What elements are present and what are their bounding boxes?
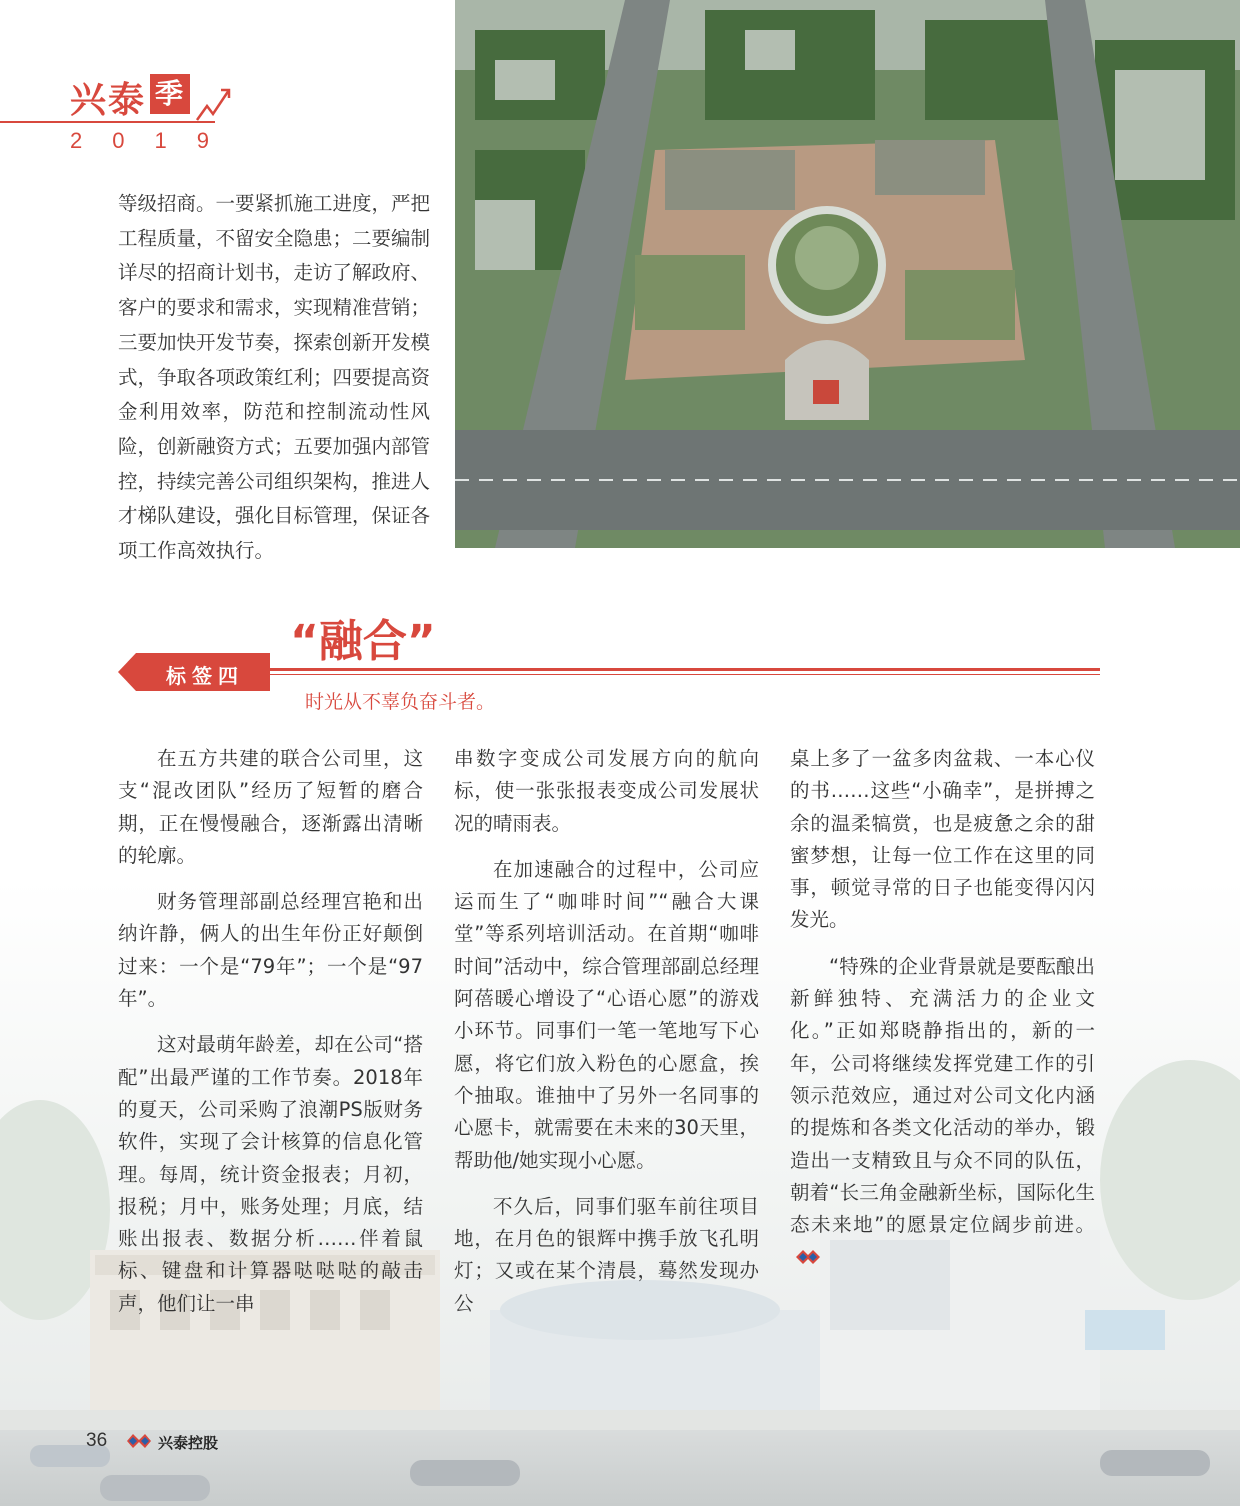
brand-title: 兴泰 (70, 79, 147, 121)
paragraph: 桌上多了一盆多肉盆栽、一本心仪的书……这些“小确幸”，是拼搏之余的温柔犒赏，也是疲惫之余的甜蜜梦想，让每一位工作在这里的同事，顿觉寻常的日子也能变得闪闪发光。 (790, 747, 1095, 932)
text-column-1 (118, 743, 423, 1334)
section-tag-label: 标签四 (166, 664, 244, 688)
brand-seal: 季 (150, 74, 190, 114)
section-rule-thick (270, 668, 1100, 671)
paragraph (790, 951, 1095, 1274)
intro-paragraph: 等级招商。一要紧抓施工进度，严把工程质量，不留安全隐患；二要编制详尽的招商计划书，走访了解政府、客户的要求和需求，实现精准营销；三要加快开发节奏，探索创新开发模式，争取各项政策红利；四要提高资金利用效率，防范和控制流动性风险，创新融资方式；五要加强内部管控，持续完善公司组织架构，推进人才梯队建设，强化目标管理，保证各项工作高效执行。 (118, 192, 431, 563)
page-number: 36 (86, 1430, 108, 1451)
end-mark-icon (794, 1248, 822, 1266)
paragraph: 在加速融合的过程中，公司应运而生了“咖啡时间”“融合大课堂”等系列培训活动。在首期“咖啡时间”活动中，综合管理部副总经理阿蓓暖心增设了“心语心愿”的游戏小环节。同事们一笔一笔地写下心愿，将它们放入粉色的心愿盒，挨个抽取。谁抽中了另外一名同事的心愿卡，就需要在未来的30天里，帮助他/她实现小心愿。 (454, 857, 759, 1172)
header-rule (0, 121, 215, 123)
text-column-2 (454, 743, 759, 1334)
trend-arrow-icon (195, 84, 233, 124)
company-logo-icon (126, 1431, 152, 1451)
company-name: 兴泰控股 (158, 1434, 219, 1452)
text-column-3 (790, 743, 1095, 1288)
paragraph: 这对最萌年龄差，却在公司“搭配”出最严谨的工作节奏。2018年的夏天，公司采购了浪潮PS版财务软件，实现了会计核算的信息化管理。每周，统计资金报表；月初，报税；月中，账务处理；月底，结账出报表、数据分析……伴着鼠标、键盘和计算器哒哒哒的敲击声，他们让一串 (118, 1033, 423, 1315)
paragraph: 财务管理部副总经理宫艳和出纳许静，俩人的出生年份正好颠倒过来：一个是“79年”；一个是“97年”。 (118, 890, 423, 1011)
magazine-brand (70, 72, 190, 123)
section-rule-thin (270, 674, 1100, 675)
section-subtitle: 时光从不辜负奋斗者。 (305, 691, 496, 713)
paragraph-text: “特殊的企业背景就是要酝酿出新鲜独特、充满活力的企业文化。”正如郑晓静指出的，新的一年，公司将继续发挥党建工作的引领示范效应，通过对公司文化内涵的提炼和各类文化活动的举办，锻造出一支精致且与众不同的队伍，朝着“长三角金融新坐标，国际化生态未来地”的愿景定位阔步前进。 (790, 954, 1095, 1237)
issue-year: 2019 (70, 128, 239, 153)
paragraph: 不久后，同事们驱车前往项目地，在月色的银辉中携手放飞孔明灯；又或在某个清晨，蓦然发现办公 (454, 1194, 759, 1315)
paragraph: 在五方共建的联合公司里，这支“混改团队”经历了短暂的磨合期，正在慢慢融合，逐渐露出清晰的轮廓。 (118, 747, 423, 867)
paragraph: 串数字变成公司发展方向的航向标，使一张张报表变成公司发展状况的晴雨表。 (454, 747, 759, 835)
section-title: “融合” (290, 616, 436, 667)
aerial-building-image (455, 0, 1240, 548)
